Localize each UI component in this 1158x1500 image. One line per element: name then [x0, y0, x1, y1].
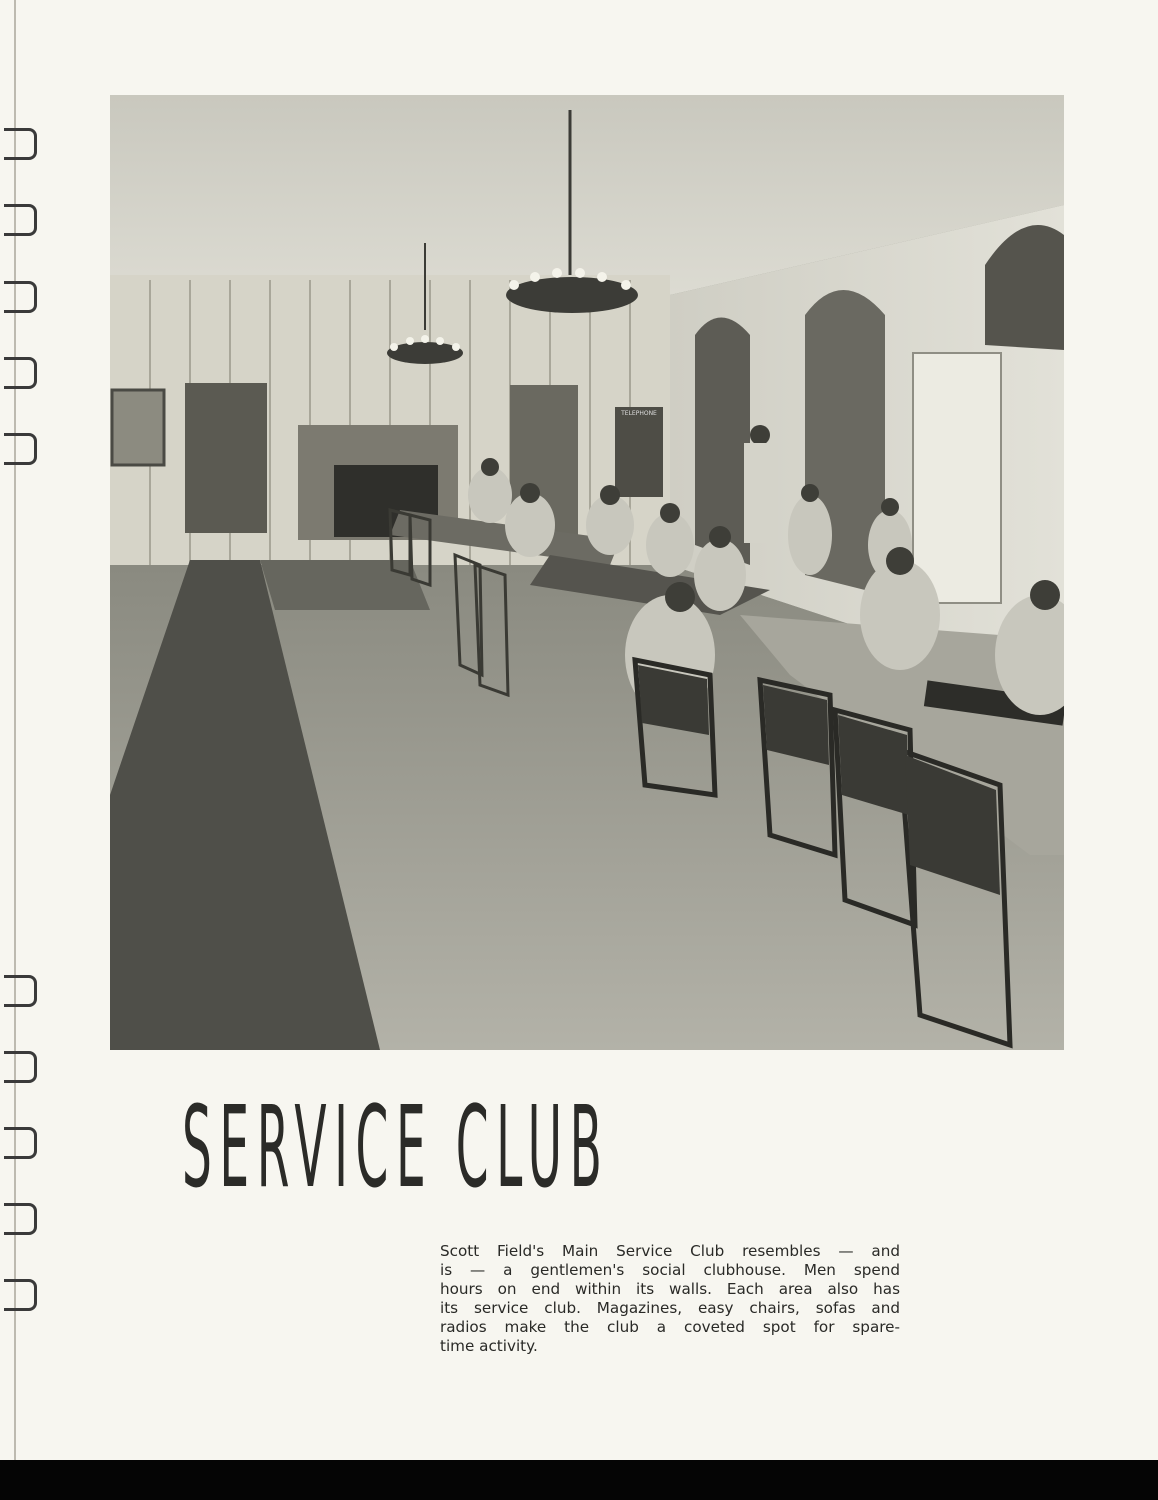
binding-ring: [4, 128, 37, 160]
caption-line: time activity.: [440, 1337, 538, 1355]
caption-line: radios make the club a coveted spot for spare-: [440, 1318, 900, 1336]
caption-line: Scott Field's Main Service Club resembles — and: [440, 1242, 900, 1260]
open-door: [913, 353, 1001, 603]
photo-illustration: [110, 95, 1064, 1050]
spiral-binding: [0, 0, 40, 1460]
service-club-photo: [110, 95, 1064, 1050]
scan-bottom-border: [0, 1460, 1158, 1500]
binding-ring: [4, 433, 37, 465]
standing-man: [744, 443, 778, 543]
binding-ring: [4, 1203, 37, 1235]
caption-paragraph: [440, 1242, 900, 1356]
back-door-left: [185, 383, 267, 533]
page-title: SERVICE CLUB: [182, 1083, 610, 1213]
telephone-booth: [615, 407, 663, 497]
binding-ring: [4, 1127, 37, 1159]
caption-line: hours on end within its walls. Each area also has: [440, 1280, 900, 1298]
binding-ring: [4, 1279, 37, 1311]
wall-painting: [112, 390, 164, 465]
caption-line: is — a gentlemen's social clubhouse. Men spend: [440, 1261, 900, 1279]
caption-line: its service club. Magazines, easy chairs, sofas and: [440, 1299, 900, 1317]
binding-ring: [4, 204, 37, 236]
floor-rug: [260, 560, 430, 610]
binding-ring: [4, 1051, 37, 1083]
binding-ring: [4, 975, 37, 1007]
telephone-sign: TELEPHONE: [621, 410, 657, 417]
binding-ring: [4, 357, 37, 389]
binding-ring: [4, 281, 37, 313]
